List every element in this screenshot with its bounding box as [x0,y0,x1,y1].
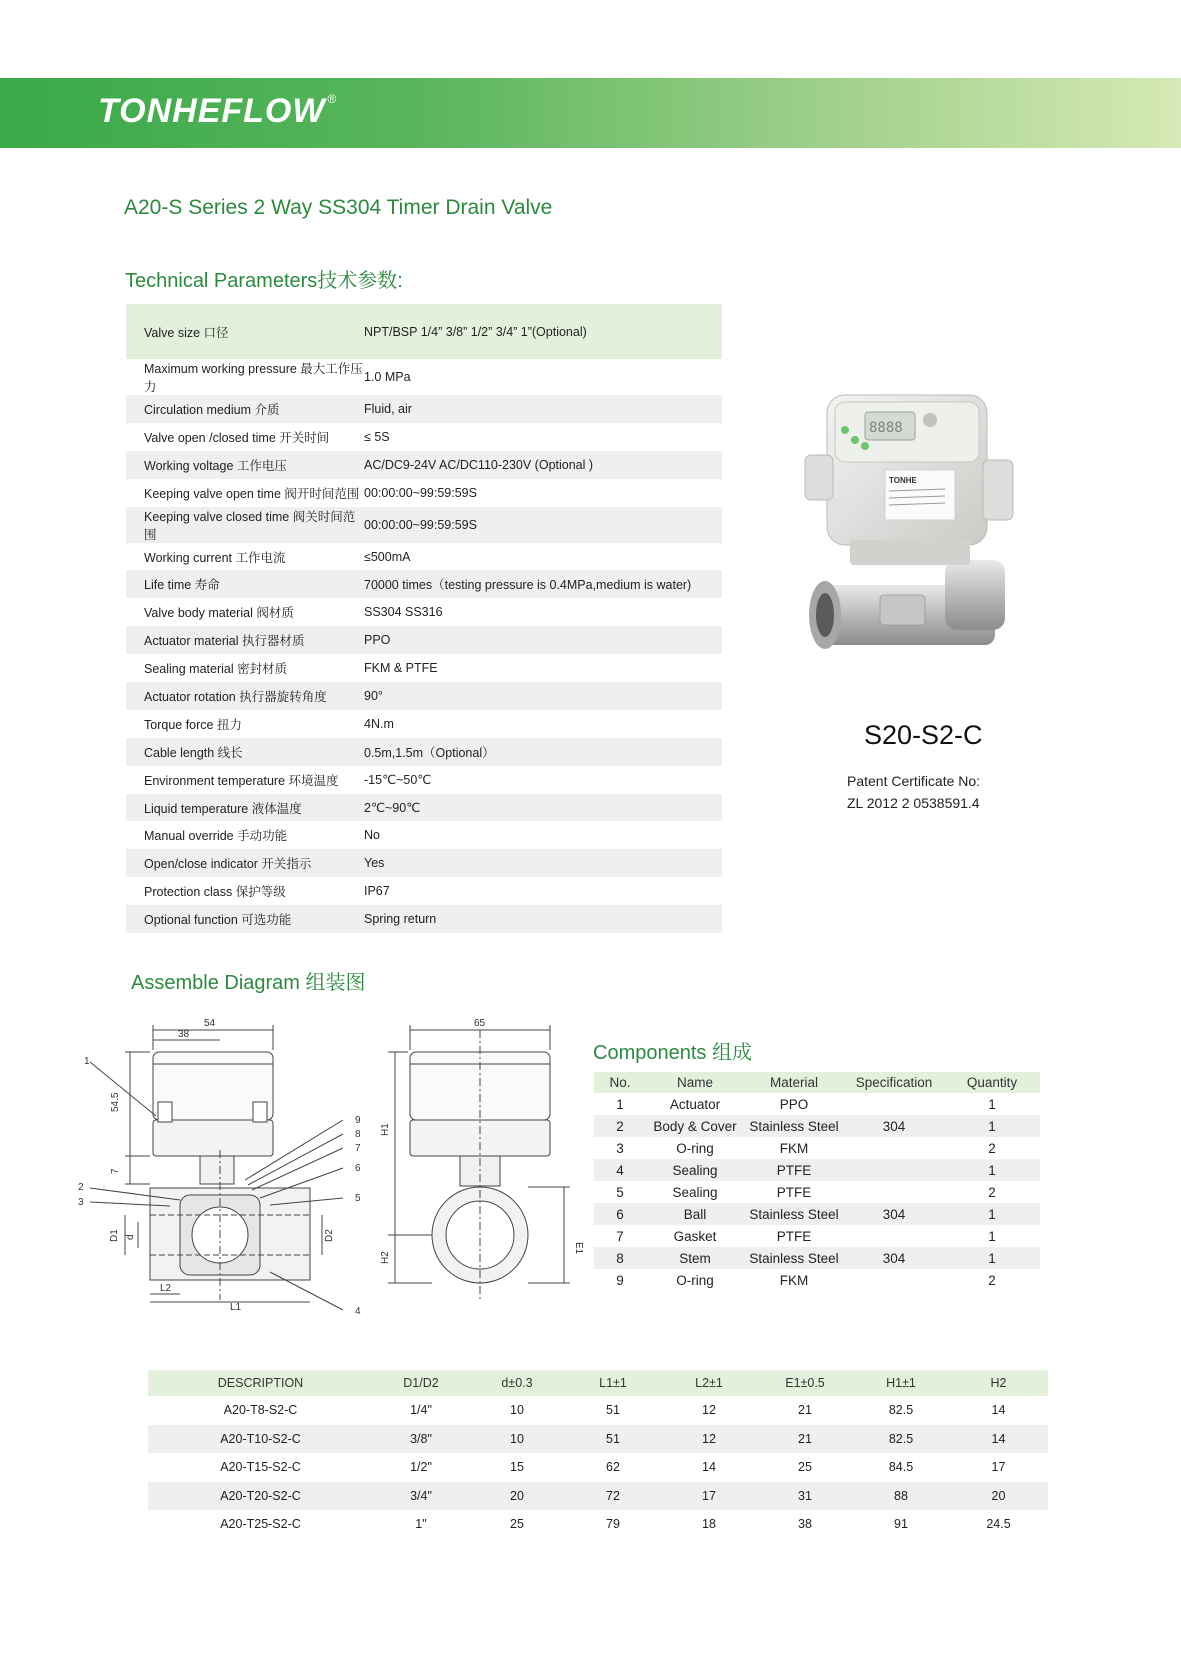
column-header: DESCRIPTION [148,1370,373,1396]
column-header: L1±1 [565,1370,661,1396]
svg-text:8888: 8888 [869,420,903,436]
table-cell: FKM [779,1272,809,1288]
svg-text:L1: L1 [230,1302,242,1313]
component-row [594,1269,1040,1291]
param-label: Keeping valve open time 阀开时间范围 [144,486,360,501]
param-row [126,794,722,822]
svg-text:6: 6 [355,1163,361,1174]
dimension-row [148,1510,1048,1539]
table-cell: 1/4" [410,1403,432,1418]
table-cell: A20-T20-S2-C [148,1482,373,1511]
param-row [126,821,722,849]
product-model: S20-S2-C [864,720,983,750]
table-cell: 51 [565,1425,661,1454]
svg-text:9: 9 [355,1115,361,1126]
param-label: Keeping valve closed time 阀关时间范围 [126,507,364,543]
table-cell: Stem [646,1247,744,1269]
column-header: E1±0.5 [757,1370,853,1396]
patent-info [847,770,980,814]
dimension-row [148,1453,1048,1482]
table-cell: 20 [469,1482,565,1511]
svg-text:65: 65 [474,1018,486,1029]
svg-text:54.5: 54.5 [110,1092,121,1112]
param-label: Environment temperature 环境温度 [144,773,339,788]
column-header: Material [744,1072,844,1093]
table-cell: 18 [702,1517,716,1532]
svg-text:38: 38 [178,1029,190,1040]
table-cell: 1 [988,1096,996,1112]
param-row [126,626,722,654]
table-cell: 24.5 [986,1517,1011,1532]
svg-text:H1: H1 [380,1123,391,1136]
param-value: IP67 [364,884,390,899]
table-cell: PPO [779,1096,809,1112]
table-cell [844,1225,944,1247]
table-cell: Stainless Steel [744,1203,844,1225]
param-label: Open/close indicator 开关指示 [126,849,364,877]
param-row [126,849,722,877]
param-value: ≤ 5S [364,429,390,444]
table-cell: 1 [944,1203,1040,1225]
table-cell: 1 [944,1159,1040,1181]
component-row [594,1181,1040,1203]
param-row [126,766,722,794]
param-row [126,359,722,395]
table-cell: 72 [565,1482,661,1511]
param-row [126,738,722,766]
param-value: PPO [364,626,722,654]
param-value: 0.5m,1.5m（Optional） [364,738,722,766]
param-row [126,710,722,738]
svg-text:H2: H2 [380,1251,391,1264]
table-cell: 1 [944,1115,1040,1137]
product-label-brand: TONHE [889,476,917,485]
dimension-row [148,1482,1048,1511]
table-cell: 3 [616,1140,624,1156]
table-cell: 62 [606,1460,620,1475]
column-header: d±0.3 [469,1370,565,1396]
table-cell: 79 [606,1517,620,1532]
table-cell: 2 [594,1115,646,1137]
table-cell: 82.5 [853,1425,949,1454]
svg-text:8: 8 [355,1129,361,1140]
param-value: FKM & PTFE [364,661,438,676]
component-row [594,1225,1040,1247]
table-cell: 1" [415,1517,427,1532]
param-label: Sealing material 密封材质 [144,662,288,677]
column-header: No. [594,1072,646,1093]
svg-text:L2: L2 [160,1283,172,1294]
table-cell [844,1159,944,1181]
param-value: -15℃~50℃ [364,773,432,788]
param-value: Fluid, air [364,395,722,423]
table-cell [844,1137,944,1159]
tech-params-title: Technical Parameters技术参数: [125,270,403,292]
param-label: Optional function 可选功能 [126,905,364,933]
table-cell: 21 [798,1403,812,1418]
table-cell: Ball [646,1203,744,1225]
table-cell: 14 [702,1460,716,1475]
dimension-row [148,1425,1048,1454]
svg-text:D2: D2 [324,1229,335,1242]
side-view [90,1025,343,1310]
table-cell: PTFE [744,1159,844,1181]
table-cell: A20-T10-S2-C [148,1425,373,1454]
table-cell [844,1181,944,1203]
brand-name: TONHEFLOW [98,92,326,130]
param-label: Torque force 扭力 [144,717,242,732]
param-value: 1.0 MPa [364,370,411,384]
table-cell: 10 [510,1403,524,1418]
patent-number: ZL 2012 2 0538591.4 [847,795,980,811]
table-cell: Body & Cover [646,1115,744,1137]
svg-text:4: 4 [355,1306,361,1317]
table-cell: 38 [798,1517,812,1532]
component-row [594,1247,1040,1269]
table-cell: 31 [757,1482,853,1511]
table-cell: Sealing [672,1184,718,1200]
component-row [594,1159,1040,1181]
table-cell: FKM [779,1140,809,1156]
table-cell: 25 [798,1460,812,1475]
param-row [126,905,722,933]
table-cell: 91 [894,1517,908,1532]
table-cell: A20-T25-S2-C [220,1517,301,1532]
param-value: ≤500mA [364,549,411,564]
table-cell: 51 [606,1403,620,1418]
assemble-title: Assemble Diagram 组装图 [131,972,366,994]
svg-text:7: 7 [355,1143,361,1154]
table-cell: 304 [844,1115,944,1137]
param-label: Circulation medium 介质 [126,395,364,423]
patent-label: Patent Certificate No: [847,773,981,789]
param-label: Protection class 保护等级 [144,885,286,900]
param-label: Working current 工作电流 [144,550,286,565]
table-cell: O-ring [676,1272,714,1288]
param-row [126,507,722,543]
table-cell: 5 [616,1184,624,1200]
table-cell: 82.5 [888,1403,914,1418]
table-cell: 84.5 [888,1460,914,1475]
param-label: Liquid temperature 液体温度 [126,794,364,822]
table-cell: A20-T8-S2-C [223,1403,298,1418]
table-cell: 14 [991,1403,1006,1418]
tech-params-table [126,304,722,933]
param-label: Valve size 口径 [126,304,364,359]
column-header: D1/D2 [373,1370,469,1396]
svg-text:D1: D1 [109,1229,120,1242]
table-cell: 2 [988,1184,996,1200]
param-label: Manual override 手动功能 [144,829,288,844]
component-row [594,1093,1040,1115]
table-cell: A20-T15-S2-C [220,1460,301,1475]
product-photo [795,390,1025,680]
param-row [126,570,722,598]
param-label: Life time 寿命 [126,570,364,598]
table-cell: 8 [594,1247,646,1269]
param-label: Cable length 线长 [126,738,364,766]
svg-text:1: 1 [84,1056,90,1067]
table-cell: Actuator [669,1096,721,1112]
table-cell: PTFE [776,1228,812,1244]
table-cell: 4 [594,1159,646,1181]
param-label: Actuator material 执行器材质 [126,626,364,654]
svg-text:E1: E1 [573,1242,584,1255]
dimensions-table [148,1370,1048,1539]
svg-text:3: 3 [78,1197,84,1208]
svg-text:2: 2 [78,1182,84,1193]
registered-mark: ® [327,92,338,106]
table-cell: Stainless Steel [744,1247,844,1269]
param-value: AC/DC9-24V AC/DC110-230V (Optional ) [364,451,722,479]
param-row [126,598,722,626]
param-value: 00:00:00~99:59:59S [364,507,722,543]
param-value: 2℃~90℃ [364,794,722,822]
table-cell: 20 [949,1482,1048,1511]
param-label: Valve body material 阀材质 [144,606,294,621]
component-row [594,1115,1040,1137]
table-cell: 6 [594,1203,646,1225]
svg-text:5: 5 [355,1193,361,1204]
table-cell: 1 [988,1228,996,1244]
param-row [126,479,722,507]
column-header: Name [646,1072,744,1093]
table-cell: 2 [988,1272,996,1288]
table-cell: Gasket [673,1228,717,1244]
front-view [388,1025,570,1300]
param-value: 70000 times（testing pressure is 0.4MPa,medium is water) [364,570,722,598]
param-label: Working voltage 工作电压 [126,451,364,479]
table-cell: 304 [844,1247,944,1269]
table-cell: Stainless Steel [744,1115,844,1137]
param-row [126,543,722,571]
component-row [594,1137,1040,1159]
table-cell: 2 [988,1140,996,1156]
table-cell: O-ring [676,1140,714,1156]
param-value: 00:00:00~99:59:59S [364,485,477,500]
param-value: 90° [364,682,722,710]
table-cell: 1/2" [410,1460,432,1475]
param-label: Valve open /closed time 开关时间 [144,430,330,445]
components-table [594,1072,1040,1291]
table-cell: PTFE [776,1184,812,1200]
dimension-row [148,1396,1048,1425]
table-cell: 3/8" [373,1425,469,1454]
column-header: Specification [844,1072,944,1093]
param-value: No [364,828,380,843]
param-value: Spring return [364,905,722,933]
component-row [594,1203,1040,1225]
column-header: H1±1 [853,1370,949,1396]
table-cell [844,1269,944,1291]
param-row [126,877,722,905]
param-value: NPT/BSP 1/4” 3/8” 1/2” 3/4” 1”(Optional) [364,304,722,359]
table-cell: 1 [944,1247,1040,1269]
svg-text:54: 54 [204,1018,216,1029]
table-cell: 304 [844,1203,944,1225]
param-row [126,654,722,682]
param-row [126,423,722,451]
table-cell: 1 [616,1096,624,1112]
svg-text:7: 7 [110,1168,121,1174]
param-label: Maximum working pressure 最大工作压力 [144,362,363,394]
table-cell: 3/4" [373,1482,469,1511]
table-cell: 10 [469,1425,565,1454]
brand-logo [98,92,337,131]
table-cell: 9 [616,1272,624,1288]
column-header: H2 [949,1370,1048,1396]
table-cell: 7 [616,1228,624,1244]
table-cell: 14 [949,1425,1048,1454]
table-cell: 15 [510,1460,524,1475]
svg-text:d: d [125,1234,136,1240]
components-title: Components 组成 [593,1042,752,1064]
param-value: SS304 SS316 [364,605,443,620]
param-row [126,304,722,359]
column-header: Quantity [944,1072,1040,1093]
assemble-diagram [70,1010,590,1340]
table-cell: 21 [757,1425,853,1454]
param-row [126,395,722,423]
table-cell: 12 [661,1425,757,1454]
param-row [126,682,722,710]
table-cell [844,1093,944,1115]
table-cell: 17 [661,1482,757,1511]
param-label: Actuator rotation 执行器旋转角度 [126,682,364,710]
param-row [126,451,722,479]
table-cell: 12 [702,1403,716,1418]
param-value: 4N.m [364,716,394,731]
table-cell: 17 [991,1460,1006,1475]
table-cell: 25 [510,1517,524,1532]
param-value: Yes [364,849,722,877]
table-cell: Sealing [646,1159,744,1181]
document-title: A20-S Series 2 Way SS304 Timer Drain Valve [124,196,553,219]
column-header: L2±1 [661,1370,757,1396]
table-cell: 88 [853,1482,949,1511]
